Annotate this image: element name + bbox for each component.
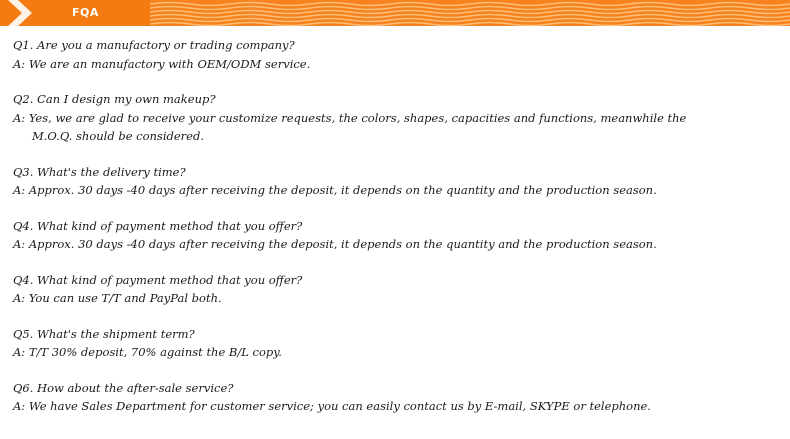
faq-item — [13, 379, 783, 416]
chevron-right-icon — [8, 0, 36, 26]
faq-item — [13, 163, 783, 200]
faq-answer: A: Approx. 30 days -40 days after receiving the deposit, it depends on the quantity and the production season. — [13, 183, 657, 197]
faq-item — [13, 325, 783, 362]
header-banner — [0, 0, 790, 26]
faq-answer: A: Approx. 30 days -40 days after receiving the deposit, it depends on the quantity and the production season. — [13, 237, 657, 251]
faq-list — [13, 36, 783, 433]
faq-item — [13, 217, 783, 254]
faq-answer: A: You can use T/T and PayPal both. — [13, 291, 222, 305]
faq-question: Q5. What's the shipment term? — [13, 326, 195, 341]
faq-answer: A: We have Sales Department for customer service; you can easily contact us by E-mail, SKYPE or telephone. — [13, 399, 651, 413]
faq-question: Q4. What kind of payment method that you offer? — [13, 272, 303, 287]
faq-question: Q3. What's the delivery time? — [13, 164, 186, 179]
page-title: FQA — [72, 6, 99, 19]
faq-answer: A: We are an manufactory with OEM/ODM service. — [13, 56, 311, 71]
banner-wave-pattern — [150, 0, 790, 26]
faq-answer-continued: M.O.Q. should be considered. — [32, 129, 205, 143]
faq-answer: A: Yes, we are glad to receive your customize requests, the colors, shapes, capacities and functions, meanwhile the — [13, 110, 687, 125]
faq-question: Q1. Are you a manufactory or trading company? — [13, 38, 295, 52]
faq-question: Q4. What kind of payment method that you offer? — [13, 218, 303, 233]
faq-question: Q6. How about the after-sale service? — [13, 380, 234, 395]
faq-question: Q2. Can I design my own makeup? — [13, 92, 216, 106]
faq-item — [13, 271, 783, 308]
faq-item — [13, 90, 783, 146]
faq-answer: A: T/T 30% deposit, 70% against the B/L copy. — [13, 345, 282, 359]
faq-item — [13, 36, 783, 73]
